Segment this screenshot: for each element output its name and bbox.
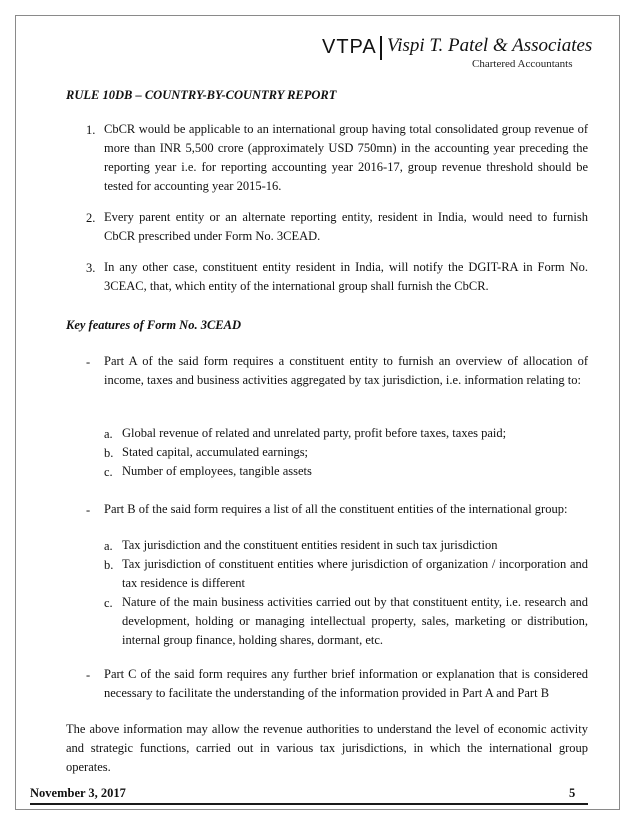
closing-paragraph: The above information may allow the revenue authorities to understand the level of economic activity and strategic functions, carried out in various tax jurisdictions, in which the international group operates. bbox=[66, 722, 588, 774]
page-title: RULE 10DB – COUNTRY-BY-COUNTRY REPORT bbox=[66, 88, 337, 102]
rule-number: 3. bbox=[86, 261, 96, 275]
rule-text: CbCR would be applicable to an international group having total consolidated group revenue of more than INR 5,500 crore (approximately USD 750mn) in the accounting year preceding the reporting year i.e. for reporting accounting year 2016-17, group revenue threshold should be tested for accounting year 2015-16. bbox=[104, 122, 588, 193]
list-label: b. bbox=[104, 446, 114, 460]
part-c-text: Part C of the said form requires any further brief information or explanation that is considered necessary to facilitate the understanding of the information provided in Part A and Part B bbox=[104, 667, 588, 700]
footer-divider bbox=[30, 803, 588, 805]
list-item: Stated capital, accumulated earnings; bbox=[122, 445, 309, 459]
list-item: Tax jurisdiction of constituent entities where jurisdiction of organization / incorporation and tax residence is different bbox=[122, 557, 588, 590]
list-item: Global revenue of related and unrelated party, profit before taxes, taxes paid; bbox=[122, 426, 507, 440]
list-item: Nature of the main business activities carried out by that constituent entity, i.e. research and development, holding or managing intellectual property, sales, marketing or distribution, internal group finance, holding shares, dormant, etc. bbox=[122, 595, 588, 647]
key-features-heading: Key features of Form No. 3CEAD bbox=[66, 318, 241, 332]
page-number: 5 bbox=[569, 786, 576, 800]
logo-firm-name: Vispi T. Patel & Associates bbox=[387, 35, 593, 56]
part-a-text: Part A of the said form requires a constituent entity to furnish an overview of allocation of income, taxes and business activities aggregated by tax jurisdiction, i.e. information relating to: bbox=[104, 354, 588, 387]
part-b-text: Part B of the said form requires a list of all the constituent entities of the international group: bbox=[104, 502, 568, 516]
footer-date: November 3, 2017 bbox=[30, 786, 126, 800]
rule-text: In any other case, constituent entity resident in India, will notify the DGIT-RA in Form No. 3CEAC, that, which entity of the international group shall furnish the CbCR. bbox=[104, 260, 588, 293]
part-dash: - bbox=[86, 503, 91, 517]
logo-subtitle: Chartered Accountants bbox=[472, 58, 573, 70]
list-item: Number of employees, tangible assets bbox=[122, 464, 312, 478]
part-dash: - bbox=[86, 355, 91, 369]
rule-number: 2. bbox=[86, 211, 96, 225]
list-label: b. bbox=[104, 558, 114, 572]
list-label: a. bbox=[104, 539, 113, 553]
logo-mark: VTPA bbox=[322, 36, 377, 58]
list-item: Tax jurisdiction and the constituent entities resident in such tax jurisdiction bbox=[122, 538, 498, 552]
logo-divider bbox=[380, 36, 382, 60]
list-label: a. bbox=[104, 427, 113, 441]
rule-text: Every parent entity or an alternate reporting entity, resident in India, would need to furnish CbCR prescribed under Form No. 3CEAD. bbox=[104, 210, 588, 243]
list-label: c. bbox=[104, 465, 113, 479]
list-label: c. bbox=[104, 596, 113, 610]
rule-number: 1. bbox=[86, 123, 96, 137]
part-dash: - bbox=[86, 668, 91, 682]
